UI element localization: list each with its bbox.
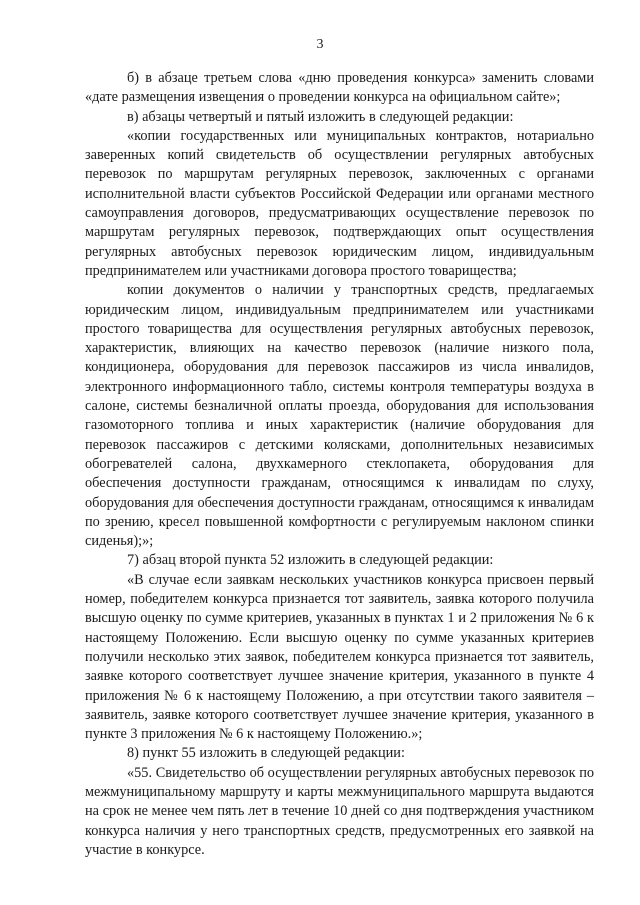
paragraph-item-8: 8) пункт 55 изложить в следующей редакции: [127,745,405,762]
paragraph-item-7: 7) абзац второй пункта 52 изложить в следующей редакции: [127,552,494,569]
paragraph-vehicle-documents: копии документов о наличии у транспортных средств, предлагаемых юридическим лицом, индивидуальным предпринимателем или участниками простого товарищества для осуществления регулярных автобусных перевозок, характеристик, влияющих на качество перевозок (наличие низкого пола, кондиционера, оборудования для перевозок пассажиров из числа инвалидов, электронного информационного табло, системы контроля температуры воздуха в салоне, системы безналичной оплаты проезда, оборудования для использования газомоторного топлива и иных характеристик (наличие оборудования для перевозок пассажиров с детскими колясками, дополнительных независимых обогревателей салона, двухкамерного стеклопакета, оборудования для обеспечения доступности гражданам, относящимся к инвалидам по слуху, оборудования для обеспечения доступности гражданам, относящимся к инвалидам по зрению, кресел повышенной комфортности с регулируемым наклоном спинки сиденья);»; [85,282,594,550]
paragraph-item-v: в) абзацы четвертый и пятый изложить в следующей редакции: [127,108,514,125]
paragraph-point-55: «55. Свидетельство об осуществлении регулярных автобусных перевозок по межмуниципальному маршруту и карты межмуниципального маршрута выдаются на срок не менее чем пять лет в течение 10 дней со дня подтверждения участником конкурса наличия у него транспортных средств, предусмотренных его заявкой на участие в конкурсе. [85,764,594,858]
document-body [85,69,594,860]
paragraph-item-b: б) в абзаце третьем слова «дню проведения конкурса» заменить словами «дате размещения извещения о проведении конкурса на официальном сайте»; [85,70,594,106]
paragraph-contracts: «копии государственных или муниципальных контрактов, нотариально заверенных копий свидетельств об осуществлении регулярных автобусных перевозок по маршрутам регулярных перевозок, заключенных с органами исполнительной власти субъектов Российской Федерации или органами местного самоуправления договоров, предусматривающих осуществление перевозок по маршрутам регулярных перевозок, подтверждающих опыт осуществления регулярных автобусных перевозок юридическим лицом, индивидуальным предпринимателем или участниками договора простого товарищества; [85,127,594,279]
paragraph-winner-rule: «В случае если заявкам нескольких участников конкурса присвоен первый номер, победителем конкурса признается тот заявитель, заявка которого получила высшую оценку по сумме критериев, указанных в пунктах 1 и 2 приложения № 6 к настоящему Положению. Если высшую оценку по сумме указанных критериев получили несколько этих заявок, победителем конкурса признается тот заявитель, заявке которого соответствует лучшее значение критерия, указанного в пункте 4 приложения № 6 к настоящему Положению, а при отсутствии такого заявителя – заявитель, заявке которого соответствует лучшее значение критерия, указанного в пункте 3 приложения № 6 к настоящему Положению.»; [85,571,594,743]
page-number: 3 [316,37,324,52]
